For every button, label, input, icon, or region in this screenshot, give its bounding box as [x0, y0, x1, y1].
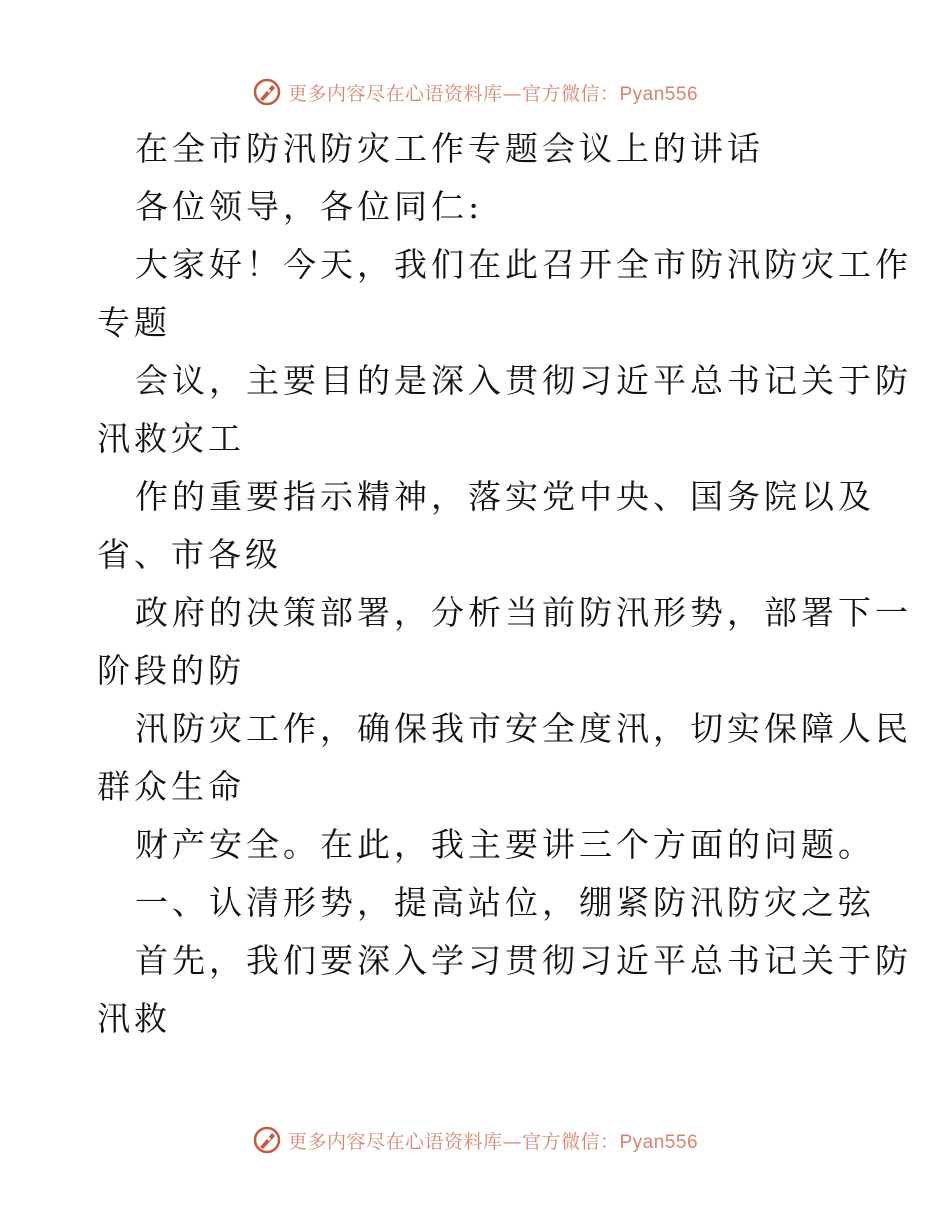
paragraph-line: 作的重要指示精神，落实党中央、国务院以及	[135, 477, 875, 516]
watermark-label: 更多内容尽在心语资料库—官方微信：	[287, 1130, 620, 1153]
footer-watermark	[0, 1120, 950, 1160]
paragraph-line: 群众生命	[97, 767, 245, 806]
paragraph-line: 汛救灾工	[97, 419, 245, 458]
paragraph-line: 各位领导，各位同仁:	[135, 187, 484, 226]
paragraph-line: 阶段的防	[97, 651, 245, 690]
watermark-text	[288, 79, 698, 106]
paragraph-line: 财产安全。在此，我主要讲三个方面的问题。	[135, 825, 875, 864]
watermark-text	[288, 1127, 698, 1154]
paragraph-line: 一、认清形势，提高站位，绷紧防汛防灾之弦	[135, 883, 875, 922]
paragraph-line: 会议，主要目的是深入贯彻习近平总书记关于防	[135, 361, 912, 400]
paragraph-line: 大家好！今天，我们在此召开全市防汛防灾工作	[135, 245, 912, 284]
pen-nib-circle-icon	[252, 1125, 282, 1155]
header-watermark	[0, 72, 950, 112]
pen-nib-circle-icon	[252, 77, 282, 107]
paragraph-line: 首先，我们要深入学习贯彻习近平总书记关于防	[135, 941, 912, 980]
paragraph-line: 汛防灾工作，确保我市安全度汛，切实保障人民	[135, 709, 912, 748]
watermark-label: 更多内容尽在心语资料库—官方微信：	[287, 82, 620, 105]
paragraph-line: 政府的决策部署，分析当前防汛形势，部署下一	[135, 593, 912, 632]
paragraph-line: 省、市各级	[97, 535, 282, 574]
document-body	[97, 120, 912, 1048]
watermark-wechat-id: Pyan556	[619, 1131, 699, 1153]
paragraph-line: 专题	[97, 303, 171, 342]
paragraph-line: 在全市防汛防灾工作专题会议上的讲话	[135, 129, 764, 168]
watermark-wechat-id: Pyan556	[619, 83, 699, 105]
paragraph-line: 汛救	[97, 999, 171, 1038]
